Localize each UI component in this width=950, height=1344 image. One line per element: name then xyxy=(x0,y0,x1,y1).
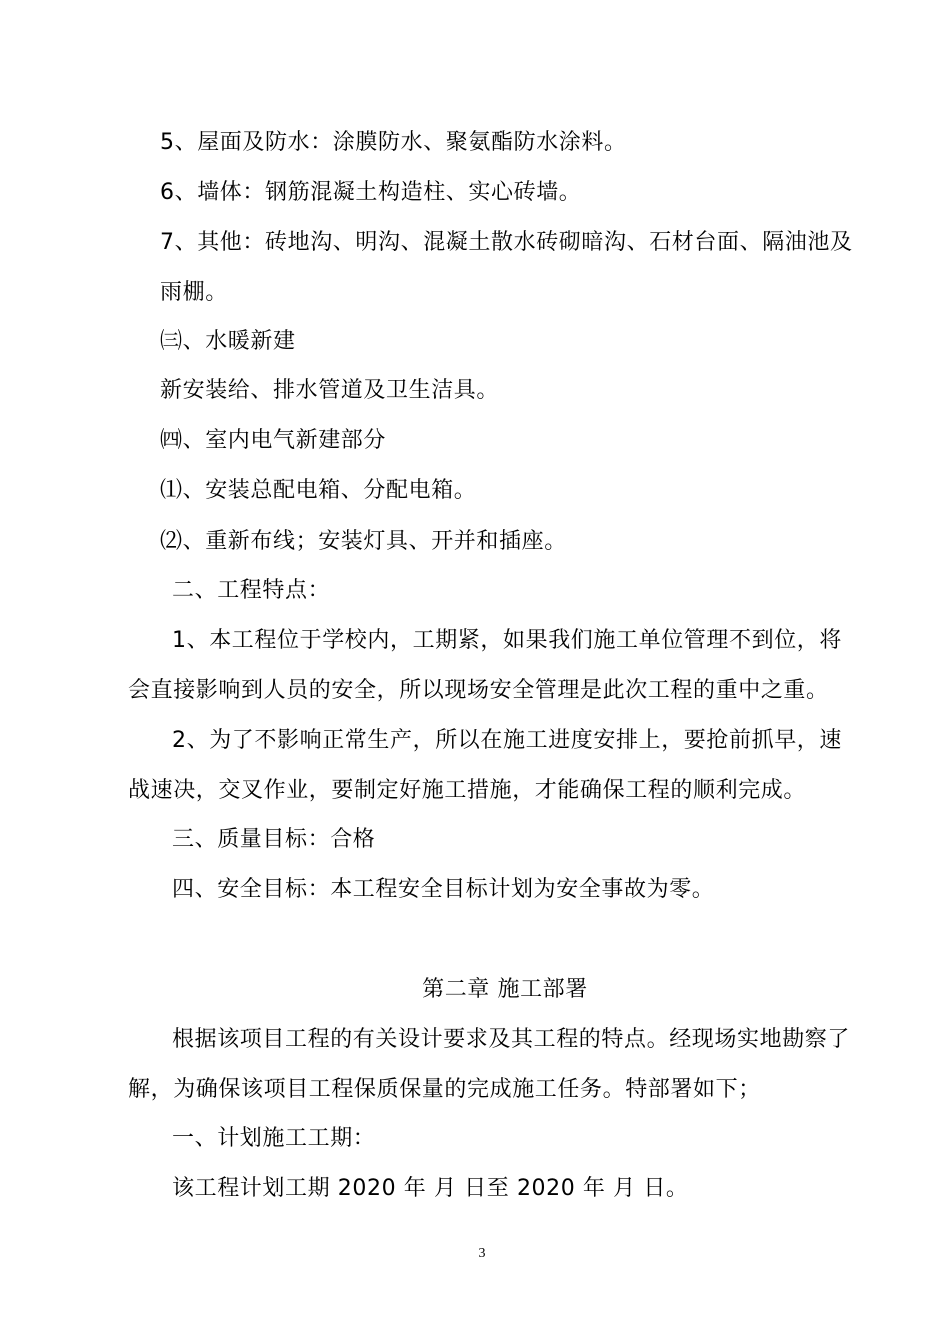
section-heading-schedule: 一、计划施工工期： xyxy=(172,1126,376,1151)
text-line-feature-1: 1、本工程位于学校内，工期紧，如果我们施工单位管理不到位，将 xyxy=(172,628,842,653)
section-heading-plumbing: ㈢、水暖新建 xyxy=(160,329,296,354)
text-line-plumbing: 新安装给、排水管道及卫生洁具。 xyxy=(160,378,500,403)
text-line-schedule: 该工程计划工期 2020 年 月 日至 2020 年 月 日。 xyxy=(172,1176,689,1201)
text-line-feature-1-continued: 会直接影响到人员的安全，所以现场安全管理是此次工程的重中之重。 xyxy=(128,678,829,703)
chapter-title: 第二章 施工部署 xyxy=(422,977,588,1002)
text-line-electrical-2: ⑵、重新布线；安装灯具、开并和插座。 xyxy=(160,529,567,554)
text-line-walls: 6、墙体：钢筋混凝土构造柱、实心砖墙。 xyxy=(160,180,582,205)
text-line-others: 7、其他：砖地沟、明沟、混凝土散水砖砌暗沟、石材台面、隔油池及 xyxy=(160,230,853,255)
section-heading-safety: 四、安全目标：本工程安全目标计划为安全事故为零。 xyxy=(172,877,715,902)
text-line-deployment: 根据该项目工程的有关设计要求及其工程的特点。经现场实地勘察了 xyxy=(172,1027,851,1052)
section-heading-features: 二、工程特点： xyxy=(172,578,331,603)
text-line-others-continued: 雨棚。 xyxy=(160,280,228,305)
section-heading-quality: 三、质量目标：合格 xyxy=(172,827,376,852)
text-line-deployment-continued: 解，为确保该项目工程保质保量的完成施工任务。特部署如下； xyxy=(128,1077,761,1102)
text-line-feature-2-continued: 战速决，交叉作业，要制定好施工措施，才能确保工程的顺利完成。 xyxy=(128,778,807,803)
text-line-electrical-1: ⑴、安装总配电箱、分配电箱。 xyxy=(160,478,477,503)
text-line-roof-waterproofing: 5、屋面及防水：涂膜防水、聚氨酯防水涂料。 xyxy=(160,130,627,155)
text-line-feature-2: 2、为了不影响正常生产，所以在施工进度安排上，要抢前抓早，速 xyxy=(172,728,842,753)
section-heading-electrical: ㈣、室内电气新建部分 xyxy=(160,428,387,453)
page-number: 3 xyxy=(478,1246,486,1261)
